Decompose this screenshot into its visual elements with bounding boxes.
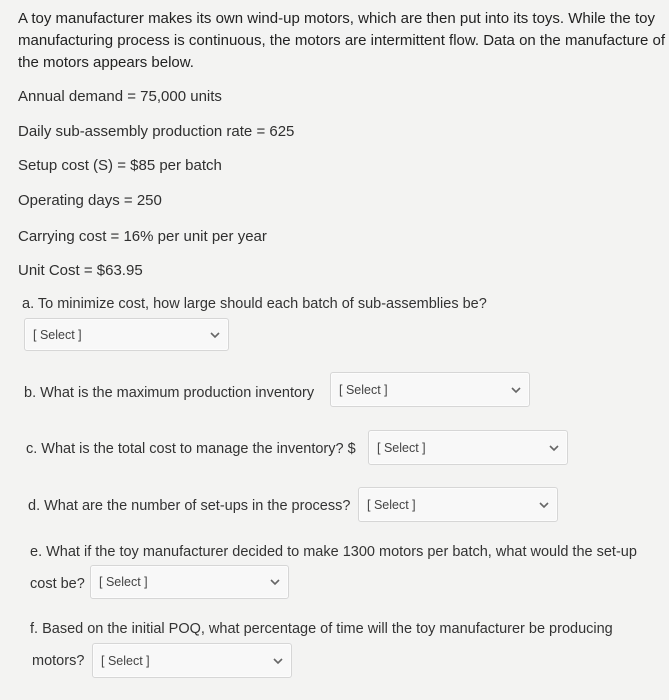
- chevron-down-icon: [210, 331, 220, 339]
- problem-intro: A toy manufacturer makes its own wind-up motors, which are then put into its toys. While the toy manufacturing process is continuous, the motors are intermittent flow. Data on the manufacture of the motors appears below.: [18, 10, 665, 71]
- fact-carrying-cost: Carrying cost = 16% per unit per year: [18, 228, 267, 245]
- question-d: d. What are the number of set-ups in the process?: [28, 498, 351, 514]
- select-setups[interactable]: [358, 487, 558, 522]
- select-max-inventory[interactable]: [330, 372, 530, 407]
- chevron-down-icon: [511, 386, 521, 394]
- fact-unit-cost: Unit Cost = $63.95: [18, 262, 143, 279]
- question-a: a. To minimize cost, how large should each batch of sub-assemblies be?: [22, 296, 487, 312]
- chevron-down-icon: [549, 444, 559, 452]
- chevron-down-icon: [273, 657, 283, 665]
- select-placeholder: [ Select ]: [367, 497, 416, 512]
- question-e-continued: cost be?: [30, 576, 85, 592]
- select-setup-cost[interactable]: [90, 565, 289, 599]
- select-placeholder: [ Select ]: [33, 327, 82, 342]
- select-placeholder: [ Select ]: [99, 575, 148, 589]
- select-placeholder: [ Select ]: [377, 440, 426, 455]
- question-c: c. What is the total cost to manage the inventory? $: [26, 441, 356, 457]
- fact-operating-days: Operating days = 250: [18, 192, 162, 209]
- fact-setup-cost: Setup cost (S) = $85 per batch: [18, 157, 222, 174]
- question-f-continued: motors?: [32, 653, 85, 669]
- select-placeholder: [ Select ]: [101, 653, 150, 668]
- select-placeholder: [ Select ]: [339, 382, 388, 397]
- question-e: e. What if the toy manufacturer decided to make 1300 motors per batch, what would the set-up: [30, 544, 637, 560]
- select-batch-size[interactable]: [24, 318, 229, 351]
- question-f: f. Based on the initial POQ, what percentage of time will the toy manufacturer be producing: [30, 621, 613, 637]
- select-production-percentage[interactable]: [92, 643, 292, 678]
- select-total-cost[interactable]: [368, 430, 568, 465]
- fact-daily-rate: Daily sub-assembly production rate = 625: [18, 123, 295, 140]
- question-b: b. What is the maximum production inventory: [24, 385, 315, 401]
- chevron-down-icon: [539, 501, 549, 509]
- fact-annual-demand: Annual demand = 75,000 units: [18, 88, 222, 105]
- chevron-down-icon: [270, 578, 280, 586]
